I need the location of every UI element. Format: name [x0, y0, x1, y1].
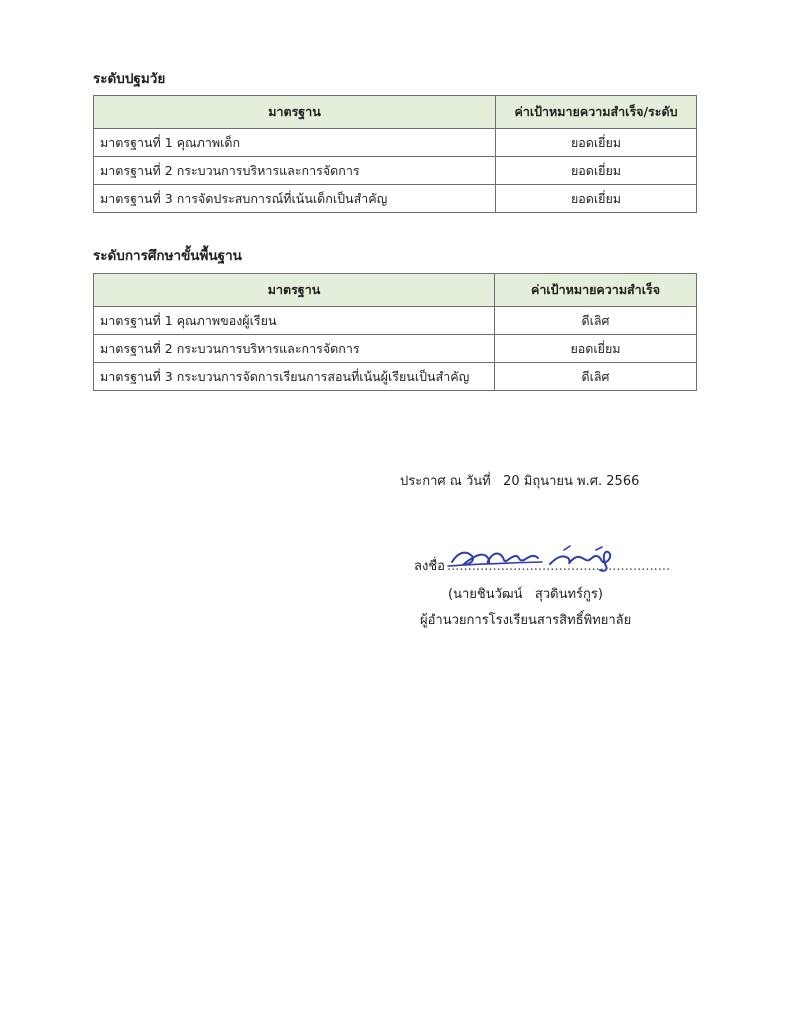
standard-cell: มาตรฐานที่ 1 คุณภาพเด็ก	[94, 129, 496, 157]
standard-cell: มาตรฐานที่ 2 กระบวนการบริหารและการจัดการ	[94, 157, 496, 185]
handwritten-signature	[446, 544, 616, 574]
column-header-target: ค่าเป้าหมายความสำเร็จ	[495, 274, 697, 307]
standard-cell: มาตรฐานที่ 3 การจัดประสบการณ์ที่เน้นเด็กเป็นสำคัญ	[94, 185, 496, 213]
signer-name: (นายชินวัฒน์ สุวดินทร์กูร)	[448, 587, 603, 602]
standards-table-basic-education	[93, 273, 697, 391]
signer-title: ผู้อำนวยการโรงเรียนสารสิทธิ์พิทยาลัย	[420, 613, 632, 628]
table-row	[94, 157, 697, 185]
standards-table-early-childhood	[93, 95, 697, 213]
announcement-date: ประกาศ ณ วันที่ 20 มิถุนายน พ.ศ. 2566	[400, 474, 640, 489]
table-header-row	[94, 274, 697, 307]
standard-cell: มาตรฐานที่ 3 กระบวนการจัดการเรียนการสอนที่เน้นผู้เรียนเป็นสำคัญ	[94, 363, 495, 391]
target-level-cell: ดีเลิศ	[495, 307, 697, 335]
target-level-cell: ดีเลิศ	[495, 363, 697, 391]
signature-line	[414, 550, 671, 574]
column-header-standard: มาตรฐาน	[94, 274, 495, 307]
signature-label: ลงชื่อ	[414, 559, 445, 574]
table-row	[94, 307, 697, 335]
table-row	[94, 363, 697, 391]
target-level-cell: ยอดเยี่ยม	[496, 185, 697, 213]
column-header-standard: มาตรฐาน	[94, 96, 496, 129]
table-header-row	[94, 96, 697, 129]
table-row	[94, 129, 697, 157]
target-level-cell: ยอดเยี่ยม	[495, 335, 697, 363]
standard-cell: มาตรฐานที่ 2 กระบวนการบริหารและการจัดการ	[94, 335, 495, 363]
standard-cell: มาตรฐานที่ 1 คุณภาพของผู้เรียน	[94, 307, 495, 335]
column-header-target: ค่าเป้าหมายความสำเร็จ/ระดับ	[496, 96, 697, 129]
target-level-cell: ยอดเยี่ยม	[496, 157, 697, 185]
target-level-cell: ยอดเยี่ยม	[496, 129, 697, 157]
signature-dots: ......................................................	[447, 559, 671, 574]
table-row	[94, 185, 697, 213]
section-heading-early-childhood: ระดับปฐมวัย	[93, 71, 166, 87]
section-heading-basic-education: ระดับการศึกษาขั้นพื้นฐาน	[93, 248, 242, 264]
table-row	[94, 335, 697, 363]
